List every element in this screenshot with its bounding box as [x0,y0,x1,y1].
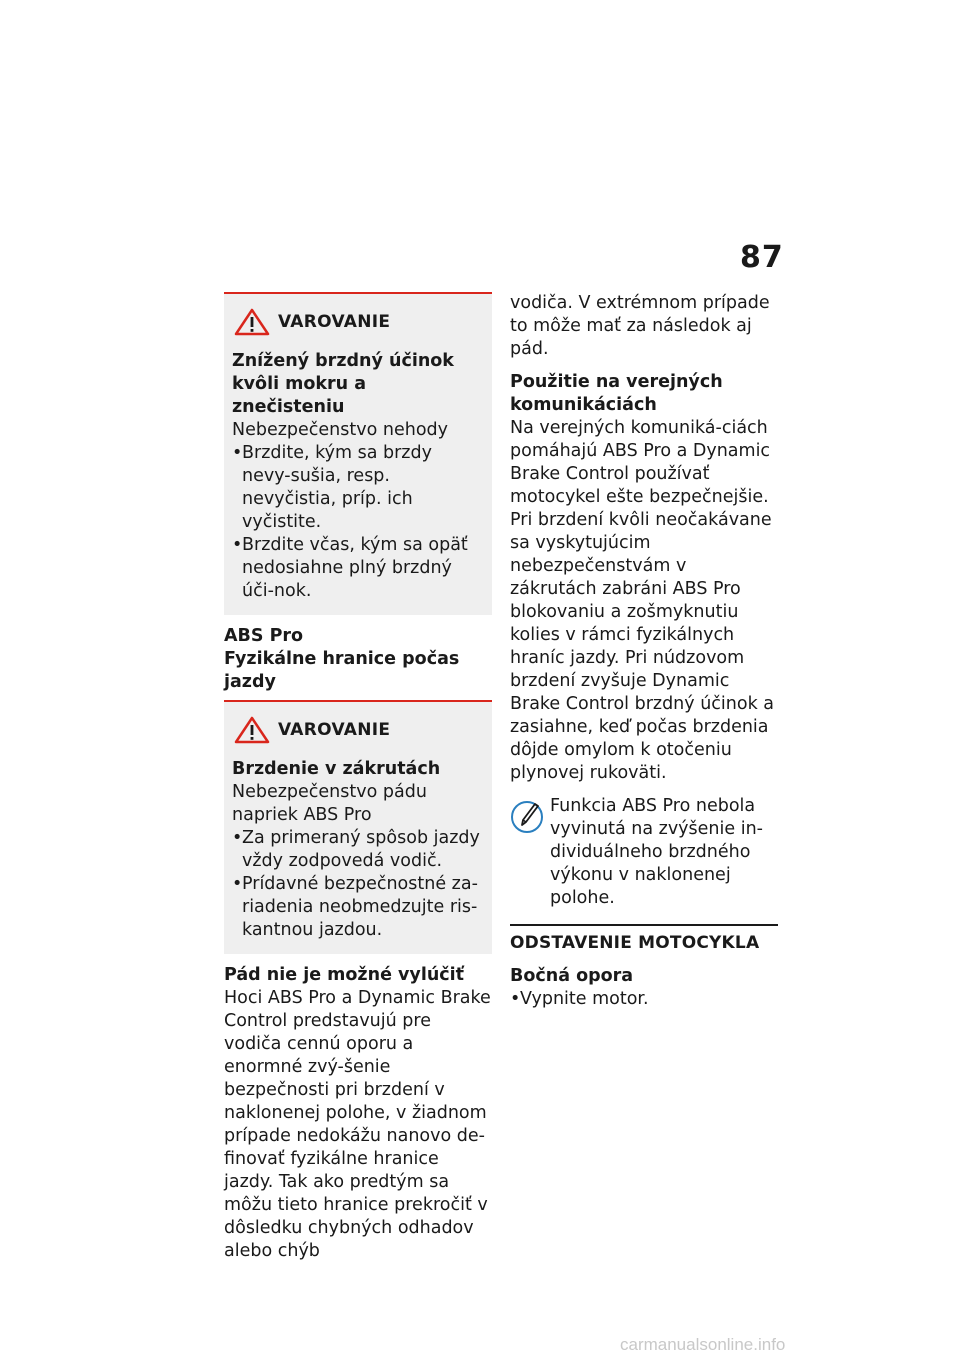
note-text: Funkcia ABS Pro nebola vyvinutá na zvýšenie in-dividuálneho brzdného výkonu v naklonenej polohe. [550,796,763,908]
warning-triangle-icon [234,308,270,336]
section-title: ODSTAVENIE MOTOCYKLA [510,933,760,953]
list-item: • Brzdite, kým sa brzdy nevy-sušia, resp. nevyčistia, príp. ich vyčistite. [232,442,484,534]
heading-fall-possible: Pád nie je možné vylúčiť [224,965,465,985]
list-item: • Vypnite motor. [510,988,778,1011]
warning-text: Nebezpečenstvo pádu napriek ABS Pro [232,782,427,825]
warning-triangle-icon [234,716,270,744]
body-paragraph: Na verejných komuniká-ciách pomáhajú ABS Pro a Dynamic Brake Control používať motocykel ešte bezpečnejšie. Pri brzdení kvôli neočakávane sa vyskytujúcim nebezpečenstvám v zákrutách zabráni ABS Pro blokovaniu a zošmyknutiu kolies v rámci fyzikálnych hraníc jazdy. Pri núdzovom brzdení zvyšuje Dynamic Brake Control brzdný účinok a zasiahne, keď počas brzdenia dôjde omylom k otočeniu plynovej rukoväti. [510,418,774,783]
warning-label: VAROVANIE [278,311,391,332]
warning-title: Znížený brzdný účinok kvôli mokru a znečisteniu [232,351,454,417]
section-divider [510,924,778,926]
side-stand-bullets [510,988,778,1011]
warning-bullets [232,442,484,603]
footer-watermark: carmanualsonline.info [620,1335,786,1354]
heading-physical-limits: Fyzikálne hranice počas jazdy [224,649,460,692]
pencil-note-icon [510,795,546,835]
warning-text: Nebezpečenstvo nehody [232,420,448,440]
heading-abs-pro: ABS Pro [224,626,304,646]
warning-label: VAROVANIE [278,719,391,740]
warning-title: Brzdenie v zákrutách [232,759,441,779]
warning-header [232,716,484,744]
list-item: • Brzdite včas, kým sa opäť nedosiahne plný brzdný úči-nok. [232,534,484,603]
warning-box-cornering [224,700,492,954]
body-paragraph: vodiča. V extrémnom prípade to môže mať za následok aj pád. [510,293,770,359]
warning-header [232,308,484,336]
list-item: • Za primeraný spôsob jazdy vždy zodpovedá vodič. [232,827,484,873]
warning-bullets [232,827,484,942]
heading-side-stand: Bočná opora [510,966,634,986]
warning-box-wet-brakes [224,292,492,615]
page-number: 87 [740,240,784,275]
body-paragraph: Hoci ABS Pro a Dynamic Brake Control predstavujú pre vodiča cennú oporu a enormné zvý-šenie bezpečnosti pri brzdení v naklonenej polohe, v žiadnom prípade nedokážu nanovo de-finovať fyzikálne hranice jazdy. Tak ako predtým sa môžu tieto hranice prekročiť v dôsledku chybných odhadov alebo chýb [224,988,491,1261]
left-column [224,292,492,1273]
info-note [510,795,778,910]
right-column [510,292,778,1011]
heading-public-roads: Použitie na verejných komunikáciách [510,372,723,415]
list-item: • Prídavné bezpečnostné za-riadenia neobmedzujte ris-kantnou jazdou. [232,873,484,942]
